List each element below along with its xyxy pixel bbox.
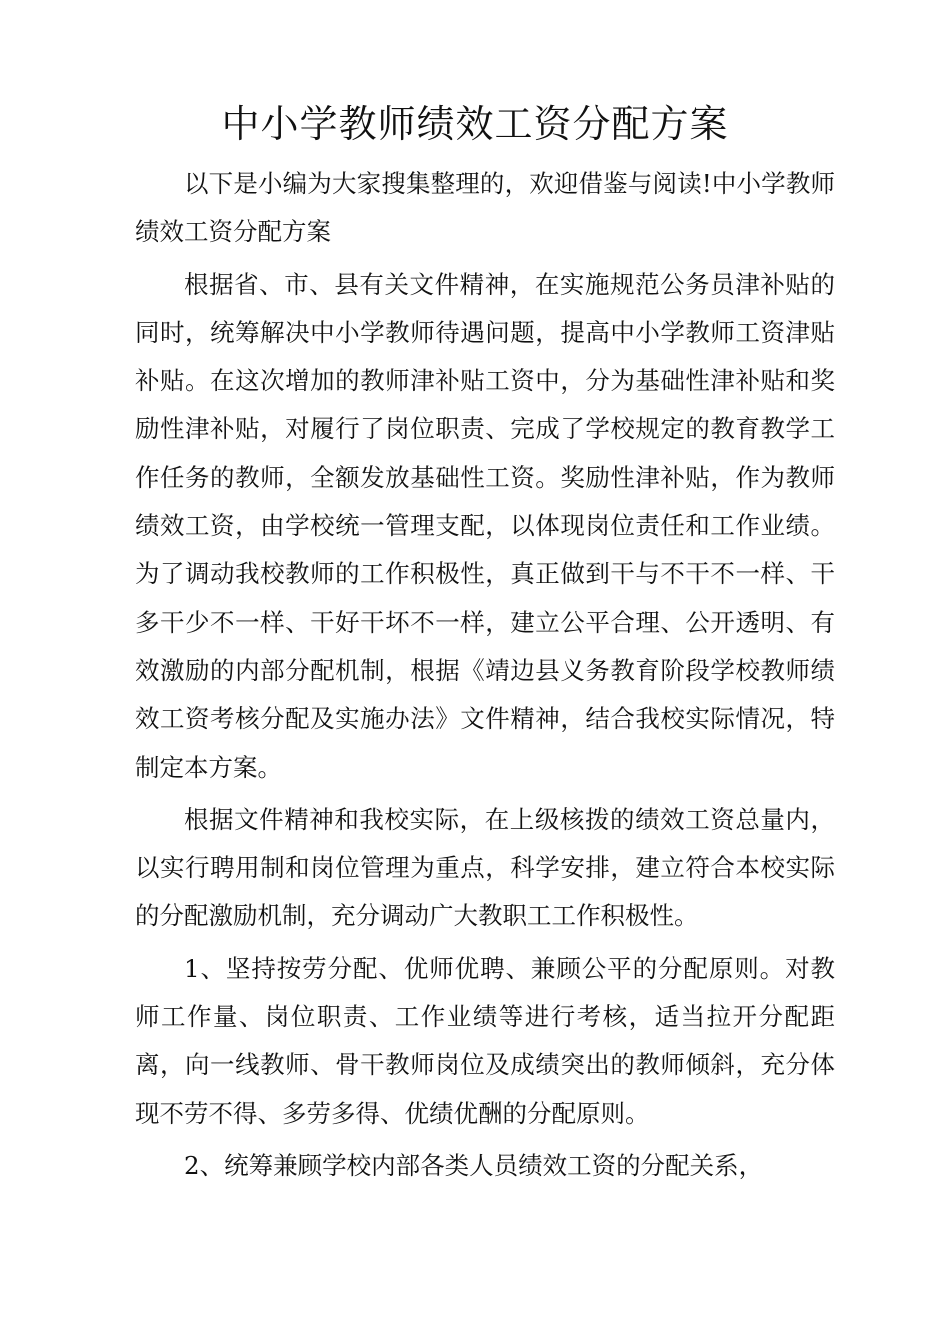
paragraph-item-2: 2、统筹兼顾学校内部各类人员绩效工资的分配关系， bbox=[184, 1150, 764, 1180]
paragraph-background: 根据省、市、县有关文件精神，在实施规范公务员津补贴的同时，统筹解决中小学教师待遇问题，提高中小学教师工资津贴补贴。在这次增加的教师津补贴工资中，分为基础性津补贴和奖励性津补贴，对履行了岗位职责、完成了学校规定的教育教学工作任务的教师，全额发放基础性工资。奖励性津补贴，作为教师绩效工资，由学校统一管理支配，以体现岗位责任和工作业绩。为了调动我校教师的工作积极性，真正做到干与不干不一样、干多干少不一样、干好干坏不一样，建立公平合理、公开透明、有效激励的内部分配机制，根据《靖边县义务教育阶段学校教师绩效工资考核分配及实施办法》文件精神，结合我校实际情况，特制定本方案。 bbox=[135, 269, 835, 782]
paragraph-intro: 以下是小编为大家搜集整理的，欢迎借鉴与阅读!中小学教师绩效工资分配方案 bbox=[135, 169, 835, 247]
paragraph-item-1: 1、坚持按劳分配、优师优聘、兼顾公平的分配原则。对教师工作量、岗位职责、工作业绩等进行考核，适当拉开分配距离，向一线教师、骨干教师岗位及成绩突出的教师倾斜，充分体现不劳不得、多劳多得、优绩优酬的分配原则。 bbox=[135, 953, 835, 1128]
paragraph-principle: 根据文件精神和我校实际，在上级核拨的绩效工资总量内，以实行聘用制和岗位管理为重点，科学安排，建立符合本校实际的分配激励机制，充分调动广大教职工工作积极性。 bbox=[135, 804, 835, 931]
document-title: 中小学教师绩效工资分配方案 bbox=[221, 102, 729, 146]
document-body bbox=[135, 160, 835, 1194]
